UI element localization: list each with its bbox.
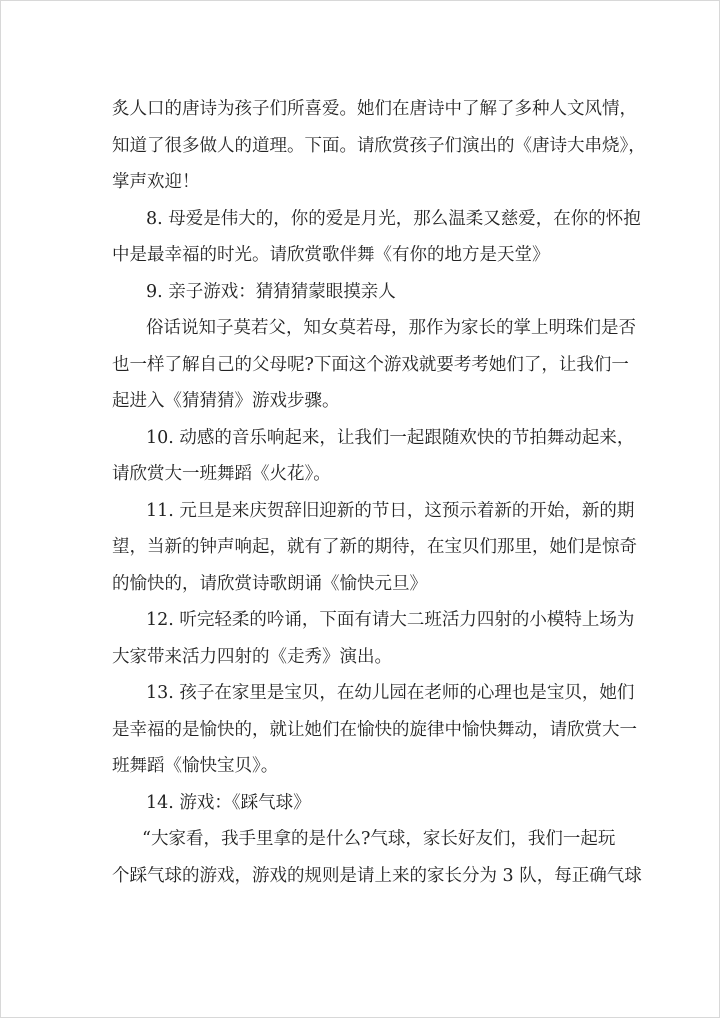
text-line: 炙人口的唐诗为孩子们所喜爱。她们在唐诗中了解了多种人文风情， (112, 99, 637, 119)
text-line: 请欣赏大一班舞蹈《火花》。 (112, 464, 331, 484)
text-line: 11. 元旦是来庆贺辞旧迎新的节日，这预示着新的开始，新的期 (146, 500, 635, 521)
text-line: 9. 亲子游戏：猜猜猜蒙眼摸亲人 (146, 281, 396, 302)
text-line: 8. 母爱是伟大的，你的爱是月光，那么温柔又慈爱，在你的怀抱 (146, 208, 641, 229)
text-line: 12. 听完轻柔的吟诵，下面有请大二班活力四射的小模特上场为 (146, 610, 635, 630)
text-line: 14. 游戏：《踩气球》 (146, 792, 311, 813)
text-line: 13. 孩子在家里是宝贝，在幼儿园在老师的心理也是宝贝，她们 (146, 683, 635, 703)
text-line: 望，当新的钟声响起，就有了新的期待，在宝贝们那里，她们是惊奇 (112, 537, 637, 557)
text-line: 俗话说知子莫若父，知女莫若母，那作为家长的掌上明珠们是否 (146, 318, 636, 338)
text-line: 掌声欢迎！ (112, 172, 200, 192)
text-line: 的愉快的，请欣赏诗歌朗诵《愉快元旦》 (112, 573, 427, 594)
text-line: 班舞蹈《愉快宝贝》。 (112, 756, 279, 776)
text-line: 大家带来活力四射的《走秀》演出。 (112, 646, 392, 667)
text-line: 知道了很多做人的道理。下面。请欣赏孩子们演出的《唐诗大串烧》， (112, 135, 646, 156)
text-line: 也一样了解自己的父母呢?下面这个游戏就要考考她们了，让我们一 (112, 354, 629, 375)
text-line: “大家看，我手里拿的是什么?气球，家长好友们，我们一起玩 (142, 829, 616, 849)
text-line: 中是最幸福的时光。请欣赏歌伴舞《有你的地方是天堂》 (112, 245, 550, 265)
text-line: 起进入《猜猜猜》游戏步骤。 (112, 391, 340, 411)
text-line: 10. 动感的音乐响起来，让我们一起跟随欢快的节拍舞动起来， (146, 427, 635, 448)
text-line: 个踩气球的游戏，游戏的规则是请上来的家长分为 3 队，每正确气球 (112, 865, 642, 886)
text-line: 是幸福的是愉快的，就让她们在愉快的旋律中愉快舞动，请欣赏大一 (112, 719, 637, 740)
document-body (112, 91, 646, 894)
